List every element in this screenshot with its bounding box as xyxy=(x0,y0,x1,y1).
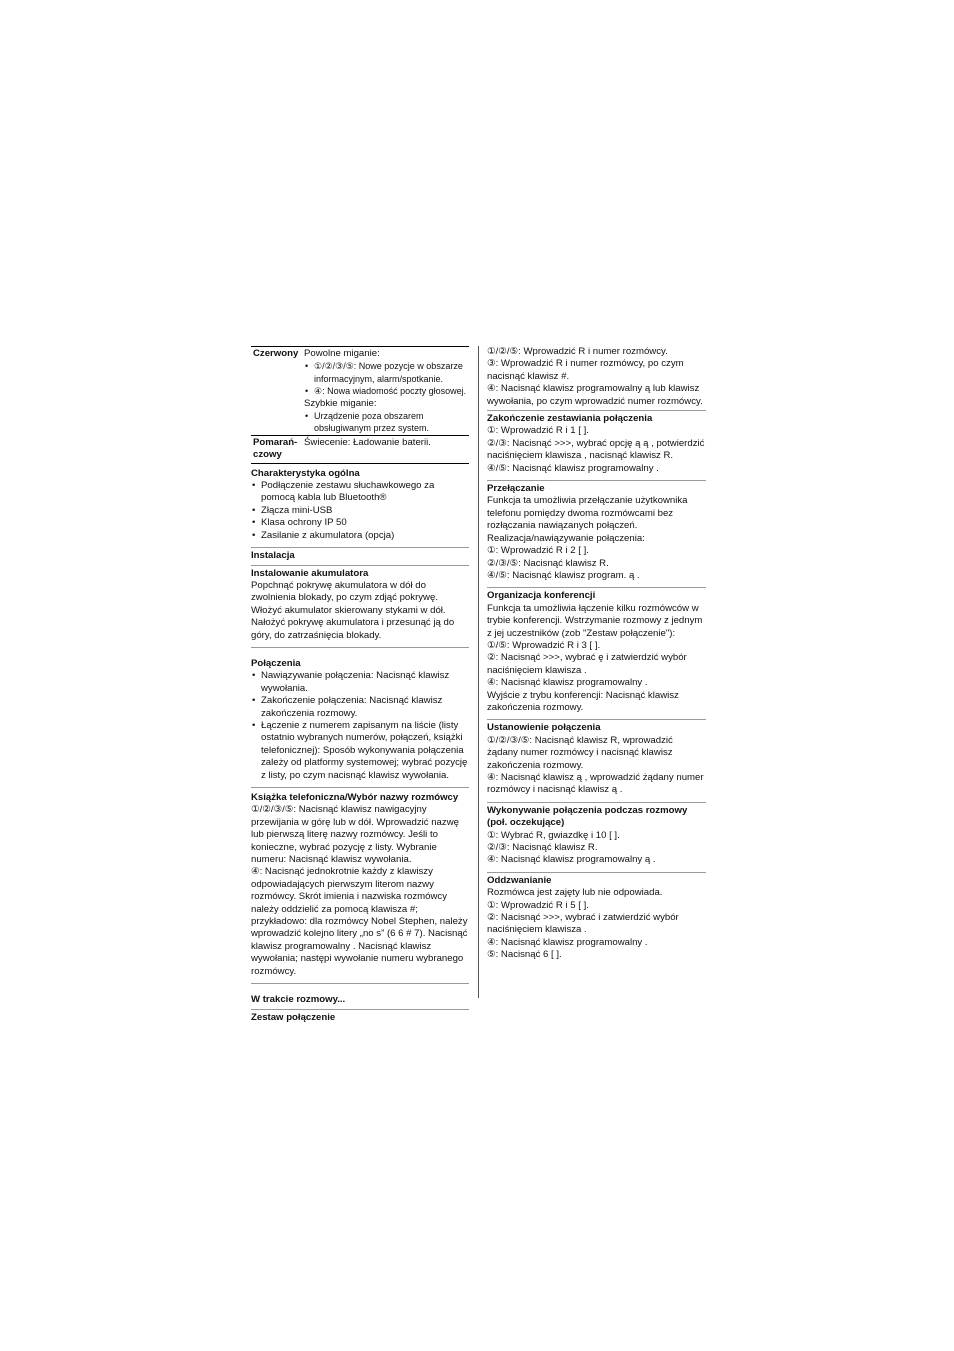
battery-heading: Instalowanie akumulatora xyxy=(251,567,369,579)
callback-line: ②: Nacisnąć >>>, wybrać i zatwierdzić wybór naciśnięciem klawisza . xyxy=(487,912,679,936)
divider xyxy=(487,410,706,411)
switching-line: ②/③/⑤: Nacisnąć klawisz R. xyxy=(487,557,609,569)
list-item: • Urządzenie poza obszarem obsługiwanym przez system. xyxy=(304,410,469,435)
end-setup-line: ④/⑤: Nacisnąć klawisz programowalny . xyxy=(487,462,659,474)
fast-blink-list xyxy=(304,410,469,435)
led-row-red xyxy=(251,347,469,436)
intro-line: ④: Nacisnąć klawisz programowalny ą lub klawisz wywołania, po czym wprowadzić numer rozmówcy. xyxy=(487,383,703,407)
switching-line: Funkcja ta umożliwia przełączanie użytkownika telefonu pomiędzy dwoma rozmówcami bez rozłączania nawiązanych połączeń. Realizacja/nawiązywanie połączenia: xyxy=(487,495,688,544)
list-item: • Zasilanie z akumulatora (opcja) xyxy=(251,530,469,542)
divider xyxy=(487,480,706,481)
right-column xyxy=(487,346,706,962)
connections-list xyxy=(251,670,469,782)
list-item: • Złącza mini-USB xyxy=(251,505,469,517)
call-waiting-line: ④: Nacisnąć klawisz programowalny ą . xyxy=(487,854,656,866)
list-item: • ①/②/③/⑤: Nowe pozycje w obszarze informacyjnym, alarm/spotkanie. xyxy=(304,360,469,385)
callback-line: Rozmówca jest zajęty lub nie odpowiada. xyxy=(487,887,663,899)
establish-heading: Ustanowienie połączenia xyxy=(487,722,601,734)
end-setup-line: ②/③: Nacisnąć >>>, wybrać opcję ą ą , potwierdzić naciśnięciem klawisza , nacisnąć klawisz R. xyxy=(487,437,705,462)
switching-heading: Przełączanie xyxy=(487,483,545,495)
call-waiting-heading: Wykonywanie połączenia podczas rozmowy (poł. oczekujące) xyxy=(487,804,688,829)
call-waiting-line: ①: Wybrać R, gwiazdkę i 10 [ ]. xyxy=(487,829,620,841)
divider xyxy=(487,802,706,803)
column-divider xyxy=(478,346,479,998)
led-desc-red xyxy=(304,347,469,436)
conference-line: ②: Nacisnąć >>>, wybrać ę i zatwierdzić wybór naciśnięciem klawisza . xyxy=(487,652,687,676)
conference-heading: Organizacja konferencji xyxy=(487,590,596,602)
call-waiting-line: ②/③: Nacisnąć klawisz R. xyxy=(487,842,598,854)
list-item: • Zakończenie połączenia: Nacisnąć klawisz zakończenia rozmowy. xyxy=(251,695,469,720)
conference-line: ④: Nacisnąć klawisz programowalny . xyxy=(487,677,648,689)
list-item: • ④: Nowa wiadomość poczty głosowej. xyxy=(304,385,469,397)
intro-line: ③: Wprowadzić R i numer rozmówcy, po czym nacisnąć klawisz #. xyxy=(487,358,684,382)
connections-heading: Połączenia xyxy=(251,657,301,669)
switching-line: ④/⑤: Nacisnąć klawisz program. ą . xyxy=(487,569,640,581)
divider xyxy=(487,719,706,720)
led-desc-orange: Świecenie: Ładowanie baterii. xyxy=(304,435,469,463)
conference-line: Funkcja ta umożliwia łączenie kilku rozmówców w trybie konferencji. Wstrzymanie rozmowy z jednym z jej uczestników (zob "Zestaw połączenie"): xyxy=(487,602,703,639)
phonebook-heading: Książka telefoniczna/Wybór nazwy rozmówcy xyxy=(251,792,459,803)
during-call-heading: W trakcie rozmowy... xyxy=(251,994,346,1006)
left-column xyxy=(251,346,469,1024)
conference-line: ①/⑤: Wprowadzić R i 3 [ ]. xyxy=(487,639,601,651)
led-label-orange: Pomarań-czowy xyxy=(251,435,304,463)
callback-line: ⑤: Nacisnąć 6 [ ]. xyxy=(487,949,562,961)
phonebook-text-2: ④: Nacisnąć jednokrotnie każdy z klawiszy odpowiadających pierwszym literom nazwy rozmówcy. Skrót imienia i nazwiska rozmówcy należy oddzielić za pomocą klawisza #; przykładowo: dla rozmówcy Nobel Stephen, należy wprowadzić kolejno litery „no s” (6 6 # 7). Nacisnąć klawisz programowalny . Nacisnąć klawisz wywołania; następi wywołanie numeru wybranego rozmówcy. xyxy=(251,866,468,977)
led-row-orange xyxy=(251,435,469,463)
callback-line: ④: Nacisnąć klawisz programowalny . xyxy=(487,936,648,948)
divider xyxy=(487,587,706,588)
establish-line: ④: Nacisnąć klawisz ą , wprowadzić żądany numer rozmówcy i nacisnąć klawisz ą . xyxy=(487,772,704,796)
list-item: • Klasa ochrony IP 50 xyxy=(251,517,469,529)
list-item: • Łączenie z numerem zapisanym na liście (listy ostatnio wybranych numerów, połączeń, książki telefonicznej): Sposób wykonywania połączenia zależy od platformy systemowej; wybrać pozycję z listy, po czym nacisnąć klawisz wywołania. xyxy=(251,720,469,782)
divider xyxy=(251,565,469,566)
callback-heading: Oddzwanianie xyxy=(487,874,552,886)
installation-heading: Instalacja xyxy=(251,550,295,562)
setup-heading: Zestaw połączenie xyxy=(251,1011,336,1023)
led-status-table xyxy=(251,346,469,464)
end-setup-heading: Zakończenie zestawiania połączenia xyxy=(487,413,653,425)
fast-blink-title: Szybkie miganie: xyxy=(304,397,377,409)
general-heading: Charakterystyka ogólna xyxy=(251,467,360,479)
divider xyxy=(251,547,469,548)
slow-blink-title: Powolne miganie: xyxy=(304,348,380,359)
battery-text: Popchnąć pokrywę akumulatora w dół do zwolnienia blokady, po czym zdjąć pokrywę. Włożyć akumulator skierowany stykami w dół. Nałożyć pokrywę akumulatora i przesunąć ją do góry, do zatrzaśnięcia blokady. xyxy=(251,579,455,641)
phonebook-text-1: ①/②/③/⑤: Nacisnąć klawisz nawigacyjny przewijania w górę lub w dół. Wprowadzić nazwę lub pierwszą literę nazwy rozmówcy. Jeśli to konieczne, wybrać pozycję z listy. Wybranie numeru: Nacisnąć klawisz wywołania. xyxy=(251,804,459,866)
divider xyxy=(251,1009,469,1010)
list-item: • Nawiązywanie połączenia: Nacisnąć klawisz wywołania. xyxy=(251,670,469,695)
list-item: • Podłączenie zestawu słuchawkowego za pomocą kabla lub Bluetooth® xyxy=(251,480,469,505)
callback-line: ①: Wprowadzić R i 5 [ ]. xyxy=(487,899,589,911)
conference-line: Wyjście z trybu konferencji: Nacisnąć klawisz zakończenia rozmowy. xyxy=(487,689,679,713)
slow-blink-list xyxy=(304,360,469,397)
end-setup-line: ①: Wprowadzić R i 1 [ ]. xyxy=(487,425,589,437)
switching-line: ①: Wprowadzić R i 2 [ ]. xyxy=(487,545,589,557)
led-label-red: Czerwony xyxy=(251,347,304,436)
divider xyxy=(487,872,706,873)
intro-line: ①/②/⑤: Wprowadzić R i numer rozmówcy. xyxy=(487,346,668,357)
establish-line: ①/②/③/⑤: Nacisnąć klawisz R, wprowadzić żądany numer rozmówcy i nacisnąć klawisz zakończenia rozmowy. xyxy=(487,734,673,771)
general-list xyxy=(251,480,469,542)
